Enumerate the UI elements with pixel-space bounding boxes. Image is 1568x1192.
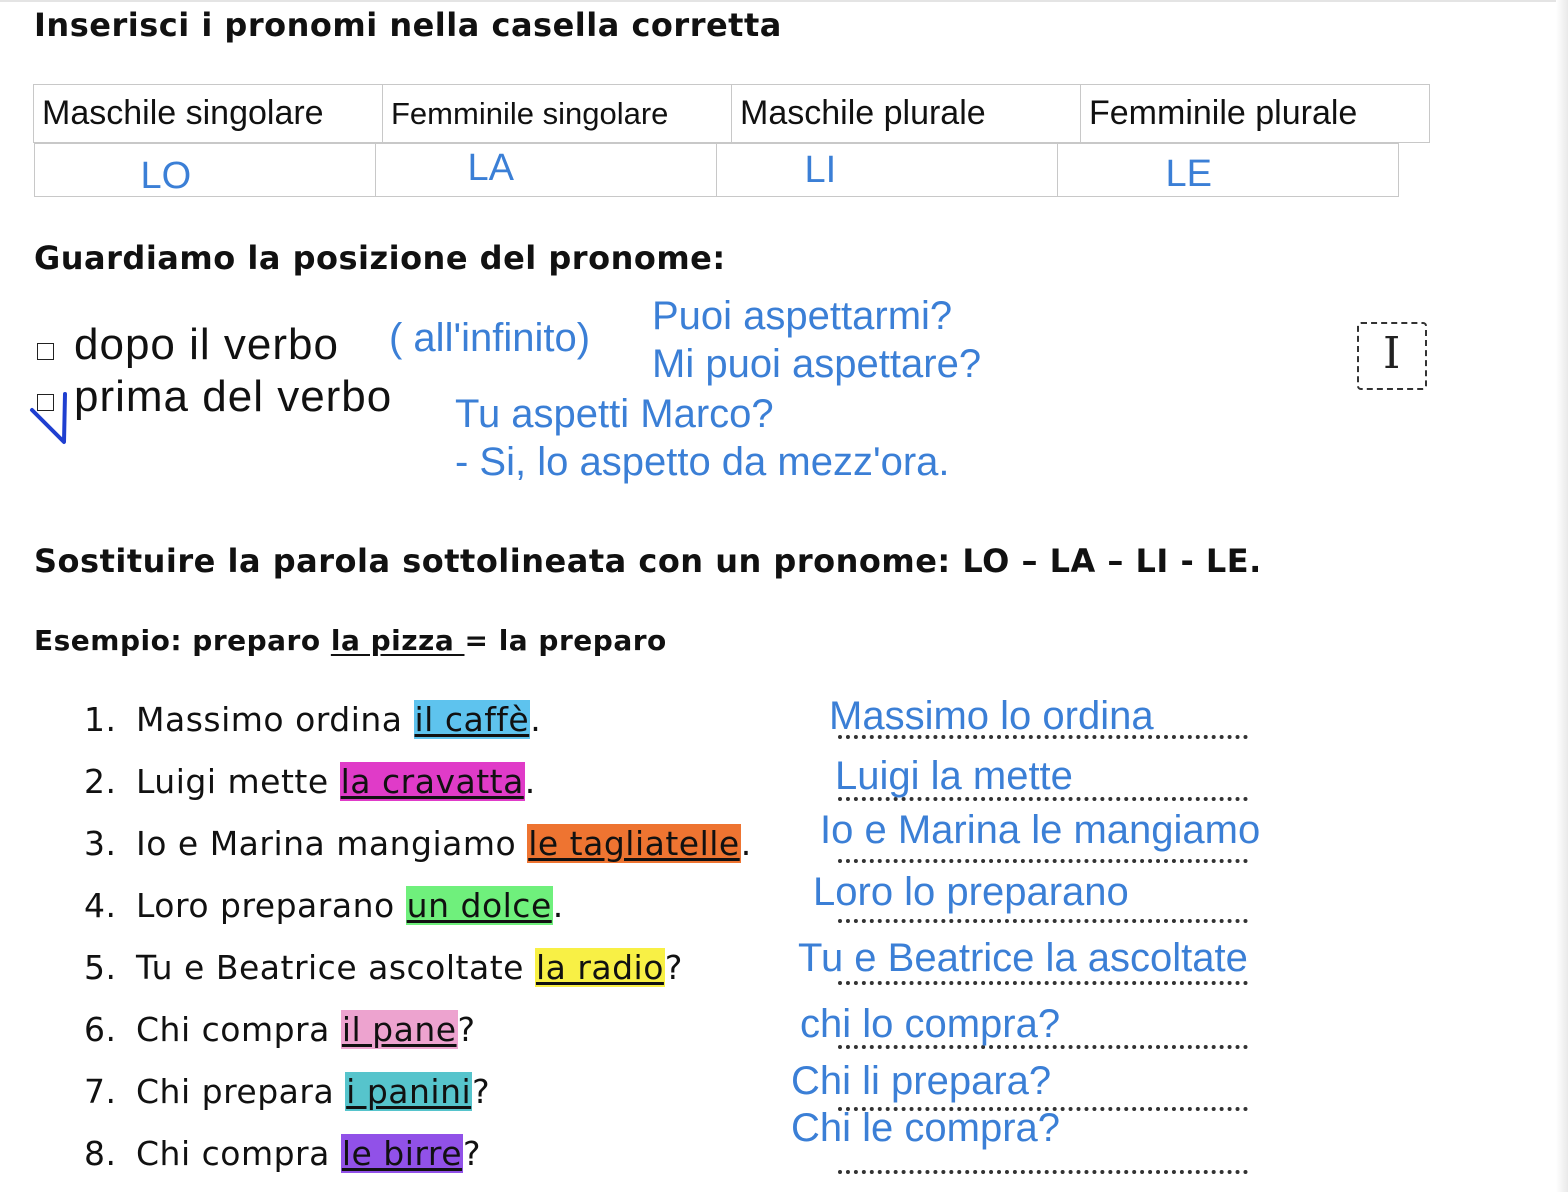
example-prefix: Esempio: preparo (34, 624, 331, 657)
pronoun-table-header-row (34, 85, 1430, 143)
item-number: 8. (84, 1134, 117, 1173)
note-example-3: Tu aspetti Marco? (455, 392, 774, 436)
item-highlight: la cravatta (340, 762, 524, 801)
exercise-item-4 (84, 886, 564, 925)
item-punct: ? (472, 1072, 491, 1111)
item-punct: . (530, 700, 542, 739)
exercise-item-8 (84, 1134, 481, 1173)
note-infinitive: ( all'infinito) (389, 316, 591, 360)
handwritten-answer-6: chi lo compra? (800, 1002, 1061, 1046)
example-suffix: = la preparo (464, 624, 667, 657)
position-heading: Guardiamo la posizione del pronome: (34, 239, 726, 277)
answer-cell-le[interactable] (1057, 144, 1398, 197)
handwritten-answer-1: Massimo lo ordina (829, 694, 1154, 738)
exercise-item-6 (84, 1010, 476, 1049)
item-text: Chi compra (136, 1010, 341, 1049)
item-text: Tu e Beatrice ascoltate (136, 948, 535, 987)
header-masc-sing: Maschile singolare (34, 85, 383, 143)
example-underlined: la pizza (330, 624, 465, 657)
item-number: 6. (84, 1010, 117, 1049)
answer-lo: LO (140, 154, 192, 197)
example-line (34, 624, 667, 657)
text-insert-box[interactable] (1357, 322, 1427, 390)
item-number: 1. (84, 700, 117, 739)
item-text: Chi compra (136, 1134, 341, 1173)
answer-li: LI (804, 148, 837, 191)
item-highlight: i panini (346, 1072, 472, 1111)
item-punct: . (524, 762, 536, 801)
top-border (0, 0, 1568, 2)
item-number: 2. (84, 762, 117, 801)
item-text: Loro preparano (136, 886, 406, 925)
pronoun-table (33, 84, 1430, 197)
answer-line-8[interactable] (838, 1166, 1248, 1174)
exercise-item-2 (84, 762, 536, 801)
item-number: 3. (84, 824, 117, 863)
exercise-item-7 (84, 1072, 490, 1111)
handwritten-answer-5: Tu e Beatrice la ascoltate (798, 936, 1248, 980)
item-text: Luigi mette (136, 762, 340, 801)
header-masc-plur: Maschile plurale (732, 85, 1081, 143)
item-punct: ? (463, 1134, 482, 1173)
item-text: Massimo ordina (136, 700, 414, 739)
item-highlight: il pane (341, 1010, 457, 1049)
note-example-1: Puoi aspettarmi? (652, 294, 953, 338)
item-highlight: la radio (535, 948, 664, 987)
item-number: 4. (84, 886, 117, 925)
answer-le: LE (1165, 152, 1212, 195)
handwritten-answer-3: Io e Marina le mangiamo (820, 808, 1261, 852)
item-punct: . (552, 886, 564, 925)
header-fem-plur: Femminile plurale (1081, 85, 1430, 143)
answer-cell-li[interactable] (716, 144, 1057, 197)
note-example-2: Mi puoi aspettare? (652, 342, 982, 386)
item-text: Chi prepara (136, 1072, 346, 1111)
option-after-verb-label: dopo il verbo (74, 320, 339, 369)
item-number: 7. (84, 1072, 117, 1111)
pronoun-table-answer-row (34, 143, 1399, 197)
handwritten-answer-4: Loro lo preparano (813, 870, 1129, 914)
handwritten-answer-2: Luigi la mette (835, 754, 1073, 798)
answer-cell-la[interactable] (375, 144, 716, 197)
answer-la: LA (467, 146, 514, 189)
item-number: 5. (84, 948, 117, 987)
note-example-4: - Si, lo aspetto da mezz'ora. (455, 440, 950, 484)
text-cursor-icon: I (1383, 328, 1401, 379)
checkmark-icon (28, 392, 74, 450)
item-punct: ? (664, 948, 683, 987)
exercise-item-3 (84, 824, 752, 863)
item-punct: . (740, 824, 752, 863)
page-edge-shadow (1556, 0, 1568, 1192)
exercise-item-5 (84, 948, 683, 987)
answer-cell-lo[interactable] (34, 144, 375, 197)
answer-line-3[interactable] (838, 855, 1248, 863)
handwritten-answer-7: Chi li prepara? (791, 1059, 1052, 1103)
item-punct: ? (457, 1010, 476, 1049)
item-text: Io e Marina mangiamo (136, 824, 528, 863)
item-highlight: le tagliatelle (528, 824, 740, 863)
checkbox-after-verb[interactable] (37, 343, 54, 360)
item-highlight: il caffè (414, 700, 530, 739)
item-highlight: le birre (341, 1134, 463, 1173)
exercise-item-1 (84, 700, 541, 739)
exercise-instruction: Sostituire la parola sottolineata con un pronome: LO – LA – LI - LE. (34, 542, 1262, 580)
handwritten-answer-8: Chi le compra? (791, 1106, 1061, 1150)
answer-line-4[interactable] (838, 915, 1248, 923)
page-title: Inserisci i pronomi nella casella corretta (34, 6, 782, 44)
option-before-verb-label: prima del verbo (74, 372, 393, 421)
header-fem-sing: Femminile singolare (383, 85, 732, 143)
item-highlight: un dolce (406, 886, 552, 925)
